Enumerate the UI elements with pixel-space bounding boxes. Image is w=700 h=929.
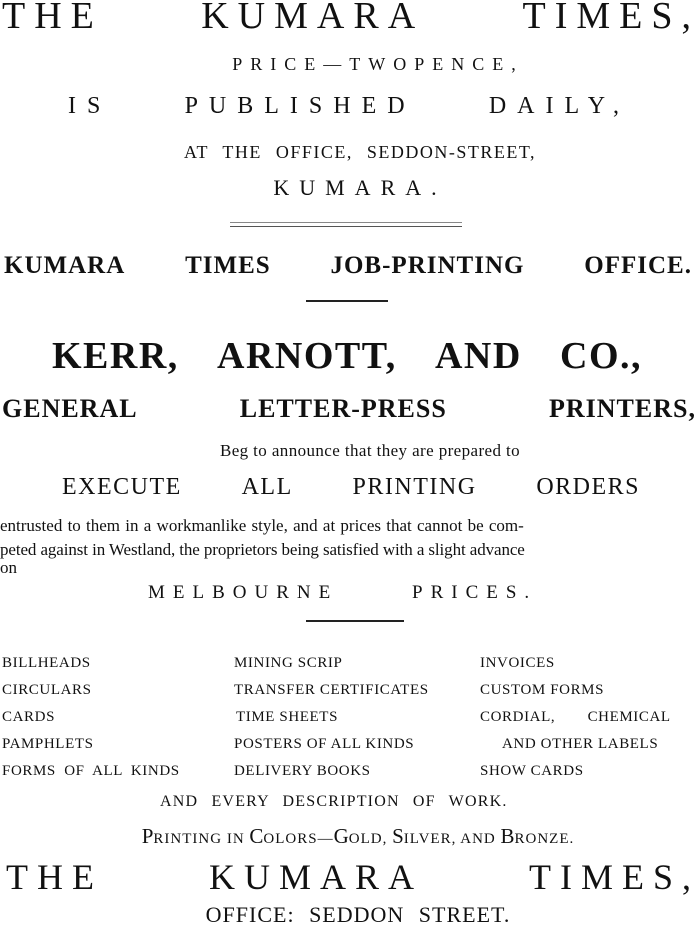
footer-word: KUMARA — [208, 857, 423, 897]
announce-line: Beg to announce that they are prepared to — [219, 441, 521, 460]
firm-name — [0, 334, 700, 378]
list-item: POSTERS OF ALL KINDS — [234, 736, 415, 752]
execute-word: ORDERS — [536, 474, 640, 500]
published-line — [0, 91, 700, 121]
job-office-heading — [0, 250, 700, 282]
trade-word: GENERAL — [2, 394, 138, 423]
colors-cap: G — [333, 824, 349, 848]
work-list-column-1 — [2, 650, 180, 785]
footer-office: OFFICE: SEDDON STREET. — [205, 902, 511, 927]
ornamental-rule — [230, 222, 462, 223]
list-item: AND OTHER LABELS — [502, 736, 659, 752]
colors-cap: S — [392, 824, 404, 848]
prices-word: PRICES. — [412, 582, 538, 603]
divider-rule — [306, 300, 388, 302]
work-list-column-3 — [480, 650, 671, 785]
execute-word: EXECUTE — [62, 474, 182, 500]
list-item: CORDIAL, CHEMICAL — [480, 709, 671, 725]
list-item: CUSTOM FORMS — [480, 682, 605, 698]
job-office-word: OFFICE. — [584, 252, 692, 279]
job-office-word: TIMES — [185, 252, 271, 279]
job-office-word: KUMARA — [4, 252, 126, 279]
published-word: PUBLISHED — [184, 93, 416, 119]
list-item: CIRCULARS — [2, 682, 92, 698]
body-line: on — [0, 558, 17, 577]
colors-cap: C — [249, 824, 264, 848]
colors-cap: P — [141, 824, 154, 848]
footer-word: TIMES, — [529, 857, 700, 897]
published-word: IS — [68, 93, 112, 119]
list-item: CARDS — [2, 709, 56, 725]
ornamental-rule — [230, 226, 462, 227]
firm-name-word: AND — [434, 335, 522, 377]
colors-line — [0, 822, 700, 853]
colors-cap: B — [500, 824, 515, 848]
list-item: TRANSFER CERTIFICATES — [234, 682, 429, 698]
list-item: PAMPHLETS — [2, 736, 94, 752]
work-list-column-2 — [234, 650, 429, 785]
office-line: AT THE OFFICE, SEDDON-STREET, — [183, 142, 536, 162]
masthead-word: THE — [2, 0, 103, 37]
list-item: DELIVERY BOOKS — [234, 763, 371, 779]
published-word: DAILY, — [488, 93, 630, 119]
execute-word: ALL — [241, 474, 293, 500]
list-item: FORMS OF ALL KINDS — [2, 763, 180, 779]
masthead-title — [0, 0, 700, 38]
footer-title — [0, 856, 700, 898]
execute-word: PRINTING — [352, 474, 477, 500]
list-item: MINING SCRIP — [234, 655, 343, 671]
town-line: KUMARA. — [273, 175, 447, 200]
execute-line — [0, 472, 700, 502]
trade-word: LETTER-PRESS — [239, 394, 447, 423]
job-office-word: JOB-PRINTING — [330, 252, 525, 279]
price-line: PRICE—TWOPENCE, — [232, 54, 524, 74]
colors-rest: OLD, — [348, 831, 393, 847]
masthead-word: KUMARA — [201, 0, 425, 37]
list-item: BILLHEADS — [2, 655, 91, 671]
firm-name-word: KERR, — [52, 335, 179, 377]
body-line: entrusted to them in a workmanlike style, and at prices that cannot be com- — [0, 516, 524, 535]
list-item: INVOICES — [480, 655, 555, 671]
list-item: TIME SHEETS — [236, 709, 339, 725]
masthead-word: TIMES, — [522, 0, 700, 37]
prices-word: MELBOURNE — [148, 582, 339, 603]
firm-name-word: CO., — [560, 335, 642, 377]
trade-line — [0, 393, 700, 425]
divider-rule — [306, 620, 404, 622]
trade-word: PRINTERS, — [549, 394, 696, 423]
firm-name-word: ARNOTT, — [217, 335, 397, 377]
colors-rest: RINTING IN — [153, 831, 250, 847]
list-item: SHOW CARDS — [480, 763, 584, 779]
colors-rest: RONZE. — [514, 831, 575, 847]
colors-rest: ILVER, AND — [403, 831, 501, 847]
closing-line: AND EVERY DESCRIPTION OF WORK. — [160, 793, 508, 810]
colors-rest: OLORS— — [263, 831, 334, 847]
body-line: peted against in Westland, the proprietors being satisfied with a slight advance — [0, 540, 525, 559]
footer-word: THE — [6, 857, 103, 897]
